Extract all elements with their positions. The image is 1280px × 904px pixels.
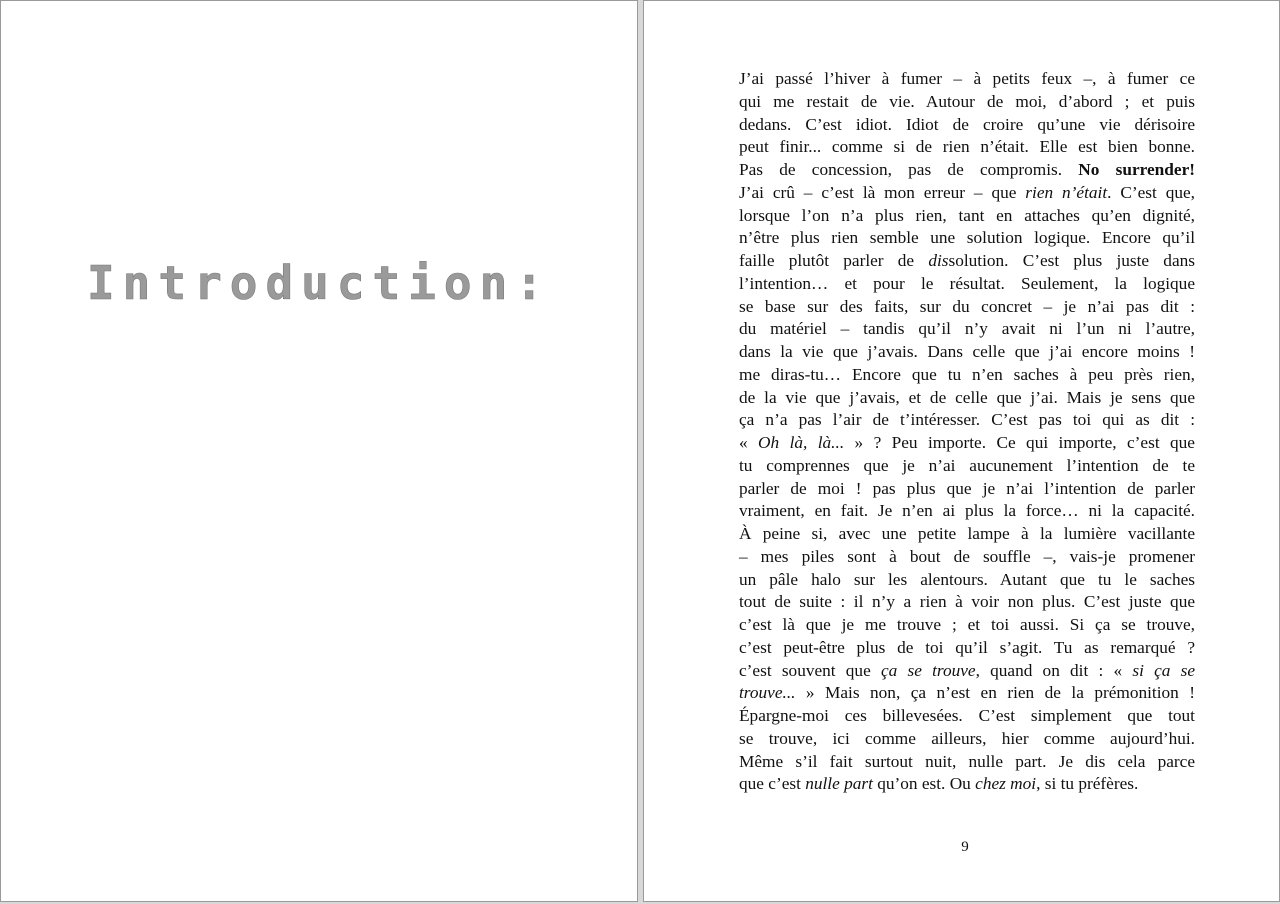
text-line [739,546,1195,569]
text-line [739,91,1195,114]
text-run: c’est là que je me trouve ; et toi aussi. Si ça se trouve, [739,615,1195,634]
text-run: J’ai crû – c’est là mon erreur – que [739,182,1026,202]
text-line [739,68,1195,91]
text-run: dedans. C’est idiot. Idiot de croire qu’une vie dérisoire [739,114,1195,134]
text-line [739,455,1195,478]
text-line [739,500,1195,523]
text-run: À peine si, avec une petite lampe à la lumière vacillante [739,524,1195,543]
text-line [739,773,1195,796]
italic-text: chez moi [975,774,1037,794]
text-line [739,159,1195,182]
text-run: Même s’il fait surtout nuit, nulle part. Je dis cela parce [739,751,1195,771]
text-line [739,682,1195,705]
text-run: » ? Peu importe. Ce qui importe, c’est que [844,433,1195,452]
text-line [739,705,1195,728]
body-paragraph [739,68,1195,796]
text-line [739,250,1195,273]
text-line [739,227,1195,250]
text-line [739,364,1195,387]
text-run: du matériel – tandis qu’il n’y avait ni l’un ni l’autre, [739,319,1195,339]
text-run: peut finir... comme si de rien n’était. Elle est bien bonne. [739,137,1195,157]
text-run: de la vie que j’avais, et de celle que j’ai. Mais je sens que [739,387,1195,407]
text-line [739,637,1195,660]
text-line [739,318,1195,341]
text-run: , quand on dit : « [975,660,1133,680]
text-run: que c’est [739,774,806,794]
text-line [739,296,1195,319]
text-run: « [739,433,759,452]
text-run: c’est peut-être plus de toi qu’il s’agit. Tu as remarqué ? [739,637,1195,657]
text-run: se base sur des faits, sur du concret – je n’ai pas dit : [739,296,1195,316]
text-run: . C’est que, [1107,182,1195,202]
text-run: , si tu préfères. [1036,774,1139,794]
text-line [739,136,1195,159]
text-run: ça n’a pas l’air de t’intéresser. C’est pas toi qui as dit : [739,410,1195,430]
text-line [739,523,1195,546]
text-run: un pâle halo sur les alentours. Autant que tu le saches [739,569,1195,589]
text-run: tu comprennes que je n’ai aucunement l’intention de te [739,455,1195,475]
italic-text: Oh là, là... [758,433,845,452]
text-run: c’est souvent que [739,660,881,680]
right-page [643,0,1280,902]
italic-text: trouve... [739,683,796,703]
text-run: parler de moi ! pas plus que je n’ai l’intention de parler [739,478,1195,498]
italic-text: si ça se [1132,660,1196,680]
text-run: Épargne-moi ces billevesées. C’est simplement que tout [739,706,1195,725]
text-run: vraiment, en fait. Je n’en ai plus la force… ni la capacité. [739,501,1195,521]
text-run: lorsque l’on n’a plus rien, tant en attaches qu’en dignité, [739,205,1195,225]
text-run: l’intention… et pour le résultat. Seulement, la logique [739,273,1195,293]
text-run: me diras-tu… Encore que tu n’en saches à peu près rien, [739,364,1195,384]
italic-text: dis [928,251,949,270]
text-run: dans la vie que j’avais. Dans celle que j’ai encore moins ! [739,342,1195,361]
text-line [739,182,1195,205]
text-run: » Mais non, ça n’est en rien de la prémonition ! [795,683,1195,703]
text-line [739,409,1195,432]
text-line [739,478,1195,501]
text-run: Pas de concession, pas de compromis. [739,160,1079,179]
text-line [739,273,1195,296]
text-line [739,432,1195,455]
bold-text: No surrender! [1078,160,1196,179]
text-line [739,205,1195,228]
text-line [739,728,1195,751]
text-line [739,114,1195,137]
text-run: se trouve, ici comme ailleurs, hier comme aujourd’hui. [739,728,1195,748]
italic-text: rien n’était [1025,182,1108,202]
text-run: faille plutôt parler de [739,251,929,270]
text-run: qu’on est. Ou [872,774,976,794]
left-page [0,0,638,902]
chapter-title: Introduction: [86,256,552,310]
text-run: J’ai passé l’hiver à fumer – à petits feux –, à fumer ce [739,69,1195,88]
text-line [739,341,1195,364]
text-run: qui me restait de vie. Autour de moi, d’abord ; et puis [739,91,1195,111]
page-number: 9 [961,839,969,855]
text-line [739,569,1195,592]
text-run: solution. C’est plus juste dans [948,251,1195,270]
text-line [739,660,1195,683]
text-line [739,614,1195,637]
text-run: n’être plus rien semble une solution logique. Encore qu’il [739,228,1195,248]
italic-text: nulle part [805,774,873,794]
italic-text: ça se trouve [880,660,976,680]
text-line [739,387,1195,410]
text-line [739,591,1195,614]
text-run: tout de suite : il n’y a rien à voir non plus. C’est juste que [739,592,1195,612]
text-line [739,751,1195,774]
text-run: – mes piles sont à bout de souffle –, vais-je promener [739,546,1195,566]
